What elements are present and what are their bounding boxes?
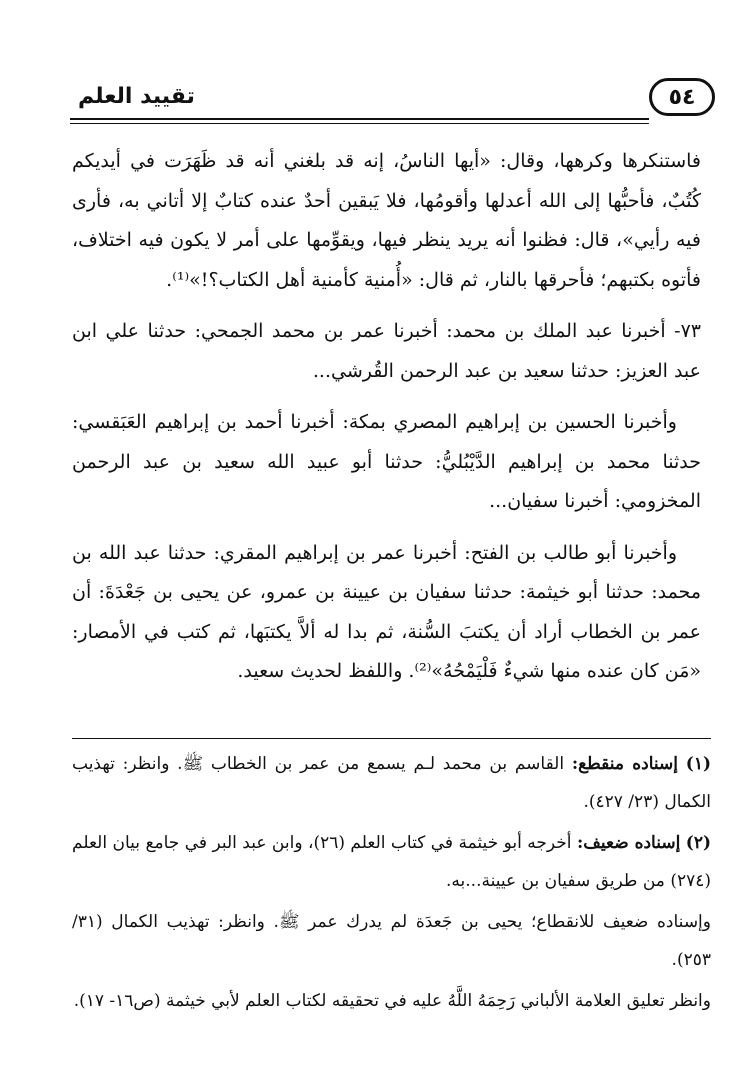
footnote-number: (١) xyxy=(685,754,712,774)
header-rule xyxy=(70,118,649,120)
footnote-separator xyxy=(72,738,711,739)
footnote-text: وإسناده ضعيف للانقطاع؛ يحيى بن جَعدَة لم يدرك عمر ﷺ. وانظر: تهذيب الكمال (٣١/ ٢٥٣). xyxy=(72,912,711,970)
footnote-text: أخرجه أبو خيثمة في كتاب العلم (٢٦)، وابن عبد البر في جامع بيان العلم (٢٧٤) من طريق سفيان بن عيينة...به. xyxy=(72,833,711,891)
page-header xyxy=(70,78,715,122)
footnote-text: القاسم بن محمد لـم يسمع من عمر بن الخطاب ﷺ. وانظر: تهذيب الكمال (٢٣/ ٤٢٧). xyxy=(72,754,711,812)
paragraph-1: فاستنكرها وكرهها، وقال: «أيها الناسُ، إنه قد بلغني أنه قد ظَهَرَت في أيديكم كُتُبٌ، فأحبُّها إلى الله أعدلها وأقومُها، فلا يَبقين أحدٌ عنده كتابٌ إلا أتاني به، فأرى فيه رأيي»، قال: فظنوا أنه يريد ينظر فيها، ويقوِّمها على أمر لا يكون فيه اختلاف، فأتوه بكتبهم؛ فأحرقها بالنار، ثم قال: «أُمنية كأمنية أهل الكتاب؟!»⁽¹⁾. xyxy=(72,150,701,291)
paragraph-3: وأخبرنا الحسين بن إبراهيم المصري بمكة: أخبرنا أحمد بن إبراهيم العَبَقسي: حدثنا محمد بن إبراهيم الدَّيْبُليُّ: حدثنا أبو عبيد الله سعيد بن عبد الرحمن المخزومي: أخبرنا سفيان... xyxy=(72,411,701,512)
footnotes xyxy=(72,746,711,1025)
main-text xyxy=(72,142,701,704)
paragraph-4: وأخبرنا أبو طالب بن الفتح: أخبرنا عمر بن إبراهيم المقري: حدثنا عبد الله بن محمد: حدثنا أبو خيثمة: حدثنا سفيان بن عيينة بن عمرو، عن يحيى بن جَعْدَةَ: أن عمر بن الخطاب أراد أن يكتبَ السُّنة، ثم بدا له ألاَّ يكتبَها، ثم كتب في الأمصار: «مَن كان عنده منها شيءٌ فَلْيَمْحُهُ»⁽²⁾. واللفظ لحديث سعيد. xyxy=(72,541,701,682)
footnote-2-continued xyxy=(72,904,711,979)
footnote-label: إسناده ضعيف: xyxy=(576,833,681,853)
footnote-2 xyxy=(72,825,711,900)
footnote-text: وانظر تعليق العلامة الألباني رَحِمَهُ اللَّهُ عليه في تحقيقه لكتاب العلم لأبي خيثمة (ص١٦- ١٧). xyxy=(73,991,711,1011)
footnote-number: (٢) xyxy=(685,833,711,853)
running-title: تقييد العلم xyxy=(78,84,195,109)
header-rule-thin xyxy=(70,123,649,124)
footnote-2-note xyxy=(72,983,711,1021)
page-number-badge: ٥٤ xyxy=(649,78,715,116)
paragraph-2: ٧٣- أخبرنا عبد الملك بن محمد: أخبرنا عمر بن محمد الجمحي: حدثنا علي ابن عبد العزيز: حدثنا سعيد بن عبد الرحمن القُرشي... xyxy=(72,320,701,382)
footnote-1 xyxy=(72,746,711,821)
footnote-label: إسناده منقطع: xyxy=(571,754,678,774)
